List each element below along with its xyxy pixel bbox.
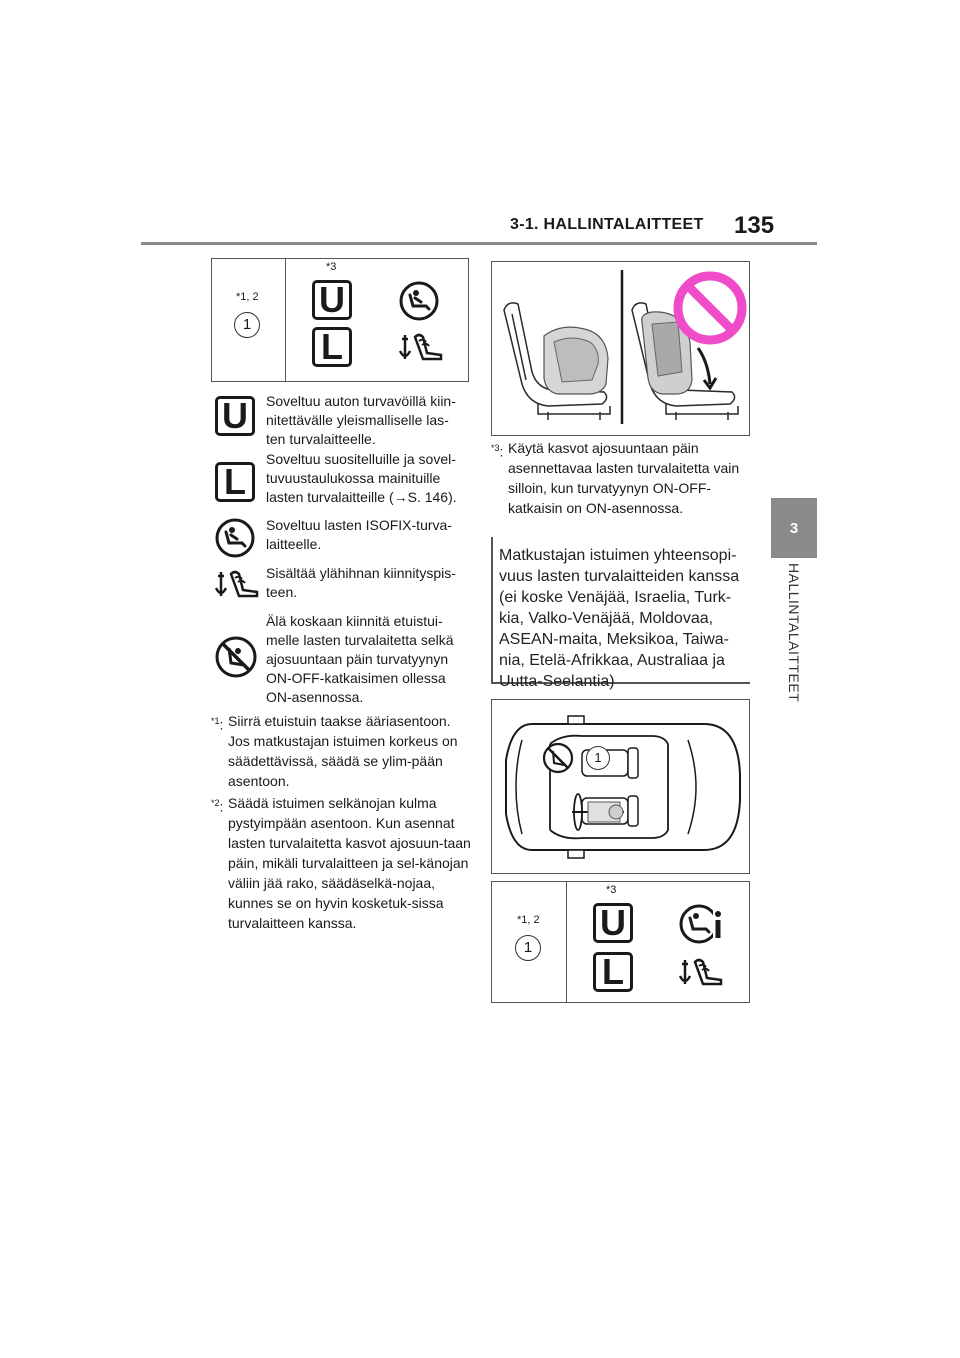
top-tether-anchor-icon <box>677 954 725 990</box>
legend-text: Soveltuu suositelluille ja sovel-tuvuustaulukossa mainituille lasten turvalaitteille (→S. 146). <box>266 451 457 505</box>
compat-table-bottom <box>491 881 750 1003</box>
seat-number-circle <box>586 746 610 770</box>
legend-text: Älä koskaan kiinnitä etuistui-melle lasten turvalaitetta selkä ajosuuntaan päin turvatyynyn ON-OFF-katkaisimen ollessa ON-asennossa. <box>266 613 454 705</box>
legend-item <box>211 564 471 608</box>
legend-item <box>211 392 471 452</box>
legend-item <box>211 612 471 708</box>
column-note: *3 <box>606 884 617 896</box>
seat-illustration <box>491 261 750 436</box>
footnote-marker: *1 <box>211 716 220 726</box>
page-number: 135 <box>734 212 775 239</box>
l-letter-icon <box>593 952 633 992</box>
header-rule <box>141 242 817 245</box>
l-letter: L <box>602 951 624 992</box>
footnote-1: $^{*1}$: Siirrä etuistuin taakse ääriasentoon. Jos matkustajan istuimen korkeus on säädettävissä, säädä se ylim-pään asentoon. <box>211 711 473 793</box>
seat-number: 1 <box>594 750 602 765</box>
position-number-circle <box>515 935 541 961</box>
position-number: 1 <box>242 316 252 333</box>
isofix-info-icon <box>679 904 725 944</box>
position-number-circle <box>234 312 260 338</box>
legend-item <box>211 450 471 512</box>
position-label: *1, 2 <box>517 914 540 926</box>
legend-text: Sisältää ylähihnan kiinnityspis-teen. <box>266 565 456 600</box>
compat-table-top <box>211 258 469 382</box>
legend-item <box>211 516 471 558</box>
footnote-text: Käytä kasvot ajosuuntaan päin asennettavaa lasten turvalaitetta vain silloin, kun turvatyynyn ON-OFF-katkaisin on ON-asennossa. <box>508 440 740 516</box>
footnote-2: $^{*2}$: Säädä istuimen selkänojan kulma pystyimpään asentoon. Kun asennat lasten turvalaitetta kasvot ajosuun-taan päin, mikäli turvalaitteen ja sel-känojan väliin jää rako, säädäselkä-nojaa, kunnes se on hyvin kosketuk-sissa turvalaitteen kanssa. <box>211 795 471 931</box>
l-letter: L <box>321 326 343 367</box>
chapter-tab: 3 <box>771 498 817 558</box>
u-letter-icon <box>215 396 255 436</box>
u-letter-icon <box>312 280 352 320</box>
top-tether-anchor-icon <box>213 566 261 602</box>
footnote-3: $^{*3}$: Käytä kasvot ajosuuntaan päin asennettavaa lasten turvalaitetta vain silloin, kun turvatyynyn ON-OFF-katkaisin on ON-asennossa. <box>491 438 751 522</box>
column-note: *3 <box>326 261 337 273</box>
section-heading-text: Matkustajan istuimen yhteensopi-vuus lasten turvalaitteiden kanssa (ei koske Venäjää, Israelia, Turk-kia, Valko-Venäjää, Moldovaa, ASEAN-maita, Meksikoa, Taiwa-nia, Etelä-Afrikkaa, Australiaa ja Uutta-Seelantia) <box>499 547 740 690</box>
footnote-text: Siirrä etuistuin taakse ääriasentoon. Jos matkustajan istuimen korkeus on säädettävissä, säädä se ylim-pään asentoon. <box>228 713 458 789</box>
footnote-marker: *2 <box>211 798 220 808</box>
section-heading-box <box>491 537 750 690</box>
isofix-seat-icon <box>215 518 255 558</box>
car-diagram-drawing <box>492 700 749 873</box>
u-letter: U <box>600 902 626 943</box>
car-diagram <box>491 699 750 874</box>
footnote-text: Säädä istuimen selkänojan kulma pystyimpään asentoon. Kun asennat lasten turvalaitetta kasvot ajosuun-taan päin, mikäli turvalaitteen ja sel-känojan väliin jää rako, säädäselkä-nojaa, kunnes se on hyvin kosketuk-sissa turvalaitteen kanssa. <box>228 795 471 931</box>
legend-text: Soveltuu auton turvavöillä kiin-nitettävälle yleismalliselle las-ten turvalaitteelle. <box>266 393 456 447</box>
table-divider <box>285 259 286 381</box>
chapter-side-label: HALLINTALAITTEET <box>786 563 802 703</box>
no-rear-facing-seat-icon <box>215 636 257 678</box>
u-letter-icon <box>593 903 633 943</box>
seat-illustration-drawing <box>492 262 749 435</box>
legend-text: Soveltuu lasten ISOFIX-turva-laitteelle. <box>266 517 452 552</box>
footnote-marker: *3 <box>491 443 500 453</box>
isofix-seat-icon <box>399 281 439 321</box>
l-letter: L <box>224 461 246 502</box>
u-letter: U <box>319 279 345 320</box>
l-letter-icon <box>312 327 352 367</box>
table-divider <box>566 882 567 1002</box>
position-number: 1 <box>523 939 533 956</box>
u-letter: U <box>222 395 248 436</box>
position-label: *1, 2 <box>236 291 259 303</box>
l-letter-icon <box>215 462 255 502</box>
section-title: 3-1. HALLINTALAITTEET <box>510 216 704 233</box>
top-tether-anchor-icon <box>397 329 445 365</box>
